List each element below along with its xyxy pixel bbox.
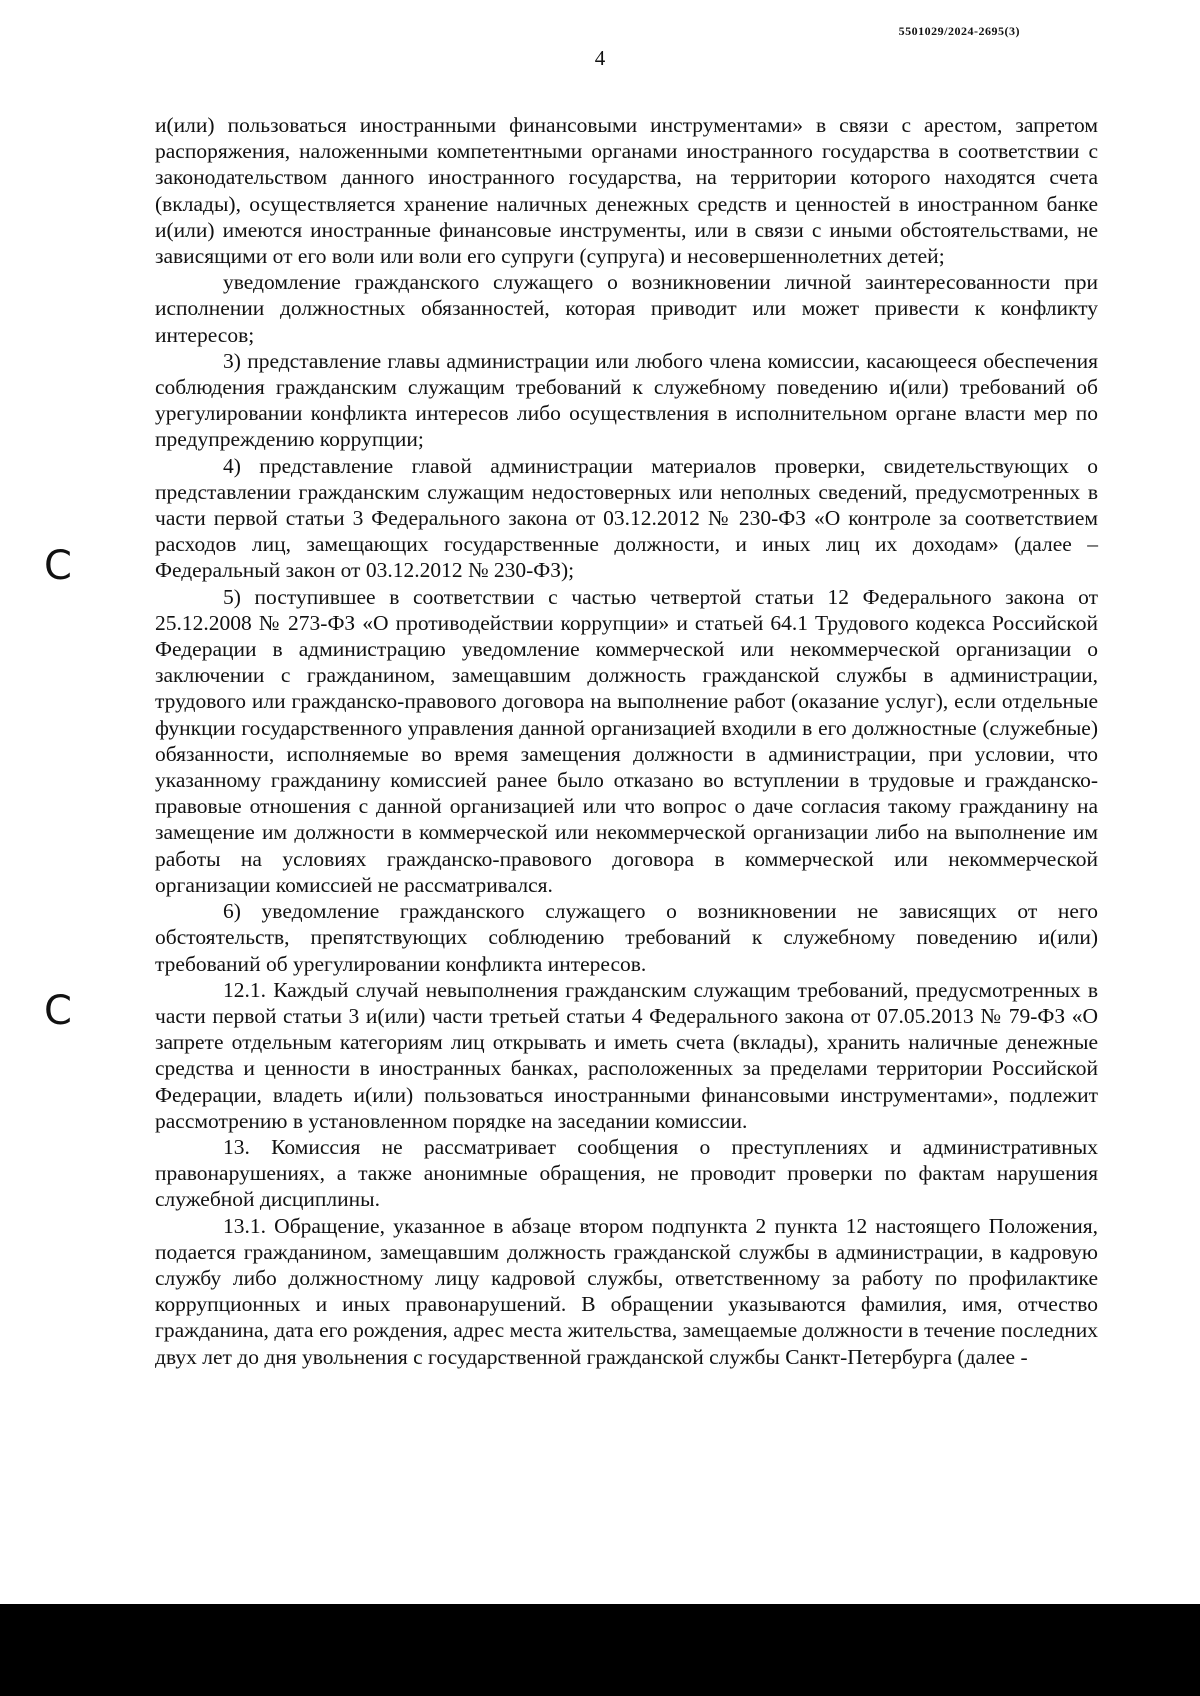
paragraph: 13. Комиссия не рассматривает сообщения о преступлениях и административных правонарушениях, а также анонимные обращения, не проводит проверки по фактам нарушения служебной дисциплины.: [155, 1134, 1098, 1212]
paragraph: уведомление гражданского служащего о возникновении личной заинтересованности при исполнении должностных обязанностей, которая приводит или может привести к конфликту интересов;: [155, 270, 1098, 347]
paragraph: 6) уведомление гражданского служащего о возникновении не зависящих от него обстоятельств, препятствующих соблюдению требований к служебному поведению и(или) требований об урегулировании конфликта интересов.: [155, 899, 1098, 976]
paragraph: 4) представление главой администрации материалов проверки, свидетельствующих о представлении гражданским служащим недостоверных или неполных сведений, предусмотренных в части первой статьи 3 Федерального закона от 03.12.2012 № 230-ФЗ «О контроле за соответствием расходов лиц, замещающих государственные должности, и иных лиц их доходам» (далее – Федеральный закон от 03.12.2012 № 230-ФЗ);: [155, 453, 1098, 583]
paragraph: 5) поступившее в соответствии с частью четвертой статьи 12 Федерального закона от 25.12.2008 № 273-ФЗ «О противодействии коррупции» и статьей 64.1 Трудового кодекса Российской Федерации в администрацию уведомление коммерческой или некоммерческой организации о заключении с гражданином, замещавшим должность гражданской службы в администрации, трудового или гражданско-правового договора на выполнение работ (оказание услуг), если отдельные функции государственного управления данной организацией входили в его должностные (служебные) обязанности, исполняемые во время замещения должности в администрации, при условии, что указанному гражданину комиссией ранее было отказано во вступлении в трудовые и гражданско-правовые отношения с данной организацией или что вопрос о даче согласия такому гражданину на замещение им должности в коммерческой или некоммерческой организации либо на выполнение им работы на условиях гражданско-правового договора в коммерческой или некоммерческой организации комиссией не рассматривался.: [155, 584, 1098, 897]
paragraph: 3) представление главы администрации или любого члена комиссии, касающееся обеспечения соблюдения гражданским служащим требований к служебному поведению и(или) требований об урегулировании конфликта интересов либо осуществления в исполнительном органе власти мер по предупреждению коррупции;: [155, 348, 1098, 452]
paragraph: 13.1. Обращение, указанное в абзаце втором подпункта 2 пункта 12 настоящего Положения, подается гражданином, замещавшим должность гражданской службы в администрации, в кадровую службу либо должностному лицу кадровой службы, ответственному за работу по профилактике коррупционных и иных правонарушений. В обращении указываются фамилия, имя, отчество гражданина, дата его рождения, адрес места жительства, замещаемые должности в течение последних двух лет до дня увольнения с государственной гражданской службы Санкт-Петербурга (далее -: [155, 1213, 1098, 1369]
binding-hole-mark: C: [44, 543, 72, 589]
document-body: [155, 112, 1098, 1370]
document-id: 5501029/2024-2695(3): [898, 24, 1020, 38]
paragraph: 12.1. Каждый случай невыполнения гражданским служащим требований, предусмотренных в части первой статьи 3 и(или) части третьей статьи 4 Федерального закона от 07.05.2013 № 79-ФЗ «О запрете отдельным категориям лиц открывать и иметь счета (вклады), хранить наличные денежные средства и ценности в иностранных банках, расположенных за пределами территории Российской Федерации, владеть и(или) пользоваться иностранными финансовыми инструментами», подлежит рассмотрению в установленном порядке на заседании комиссии.: [155, 977, 1098, 1133]
paragraph: и(или) пользоваться иностранными финансовыми инструментами» в связи с арестом, запретом распоряжения, наложенными компетентными органами иностранного государства в соответствии с законодательством данного иностранного государства, на территории которого находятся счета (вклады), осуществляется хранение наличных денежных средств и ценностей в иностранном банке и(или) имеются иностранные финансовые инструменты, или в связи с иными обстоятельствами, не зависящими от его воли или воли его супруги (супруга) и несовершеннолетних детей;: [155, 113, 1098, 269]
scan-bottom-border: [0, 1604, 1200, 1696]
page-number: 4: [594, 46, 606, 70]
binding-hole-mark: C: [44, 988, 72, 1034]
